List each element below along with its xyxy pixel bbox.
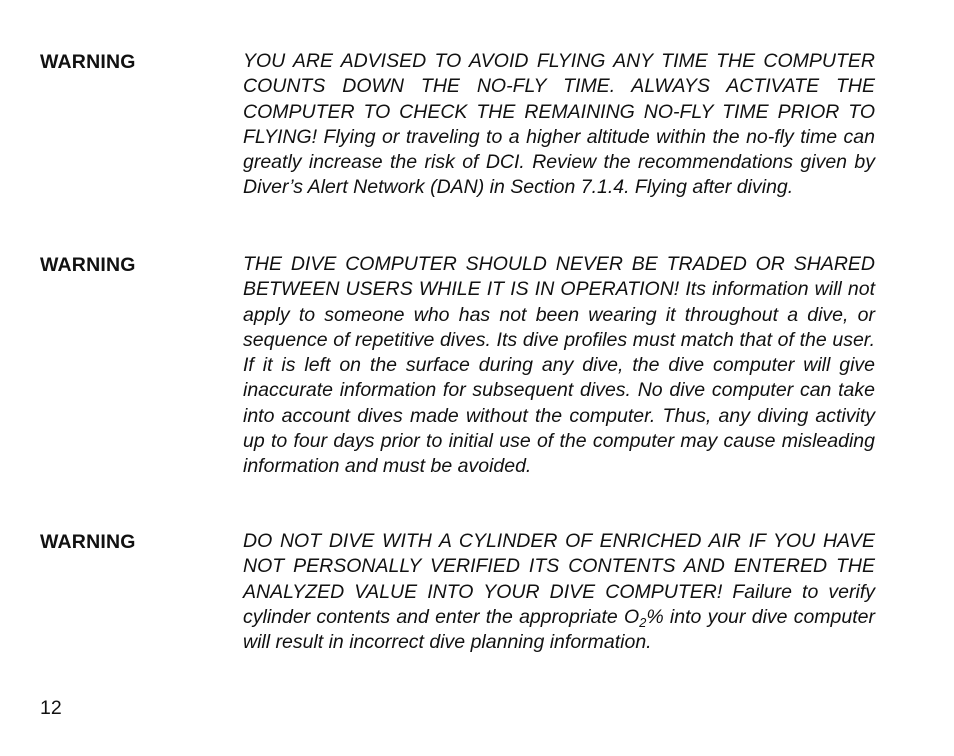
warning-label: WARNING [40,531,136,553]
warning-label: WARNING [40,254,136,276]
oxygen-subscript: 2 [639,614,647,630]
warning-text-part: % into your dive computer will result in incorrect dive planning information. [243,605,875,654]
warning-text: THE DIVE COMPUTER SHOULD NEVER BE TRADED OR SHARED BETWEEN USERS WHILE IT IS IN OPERATION! Its information will not apply to someone who has not been wearing it throughout a dive, or sequence of repetitive dives. Its dive profiles must match that of the user. If it is left on the surface during any dive, the dive computer will give inaccurate information for subsequent dives. No dive computer can take into account dives made without the computer. Thus, any diving activity up to four days prior to initial use of the computer may cause misleading information and must be avoided. [243,253,875,478]
warning-text [243,529,875,655]
warning-text-part: DO NOT DIVE WITH A CYLINDER OF ENRICHED AIR IF YOU HAVE NOT PERSONALLY VERIFIED ITS CONTENTS AND ENTERED THE ANALYZED VALUE INTO YOUR DIVE COMPUTER! Failure to verify cylinder contents and enter the appropriate O [243,530,875,628]
warning-text: YOU ARE ADVISED TO AVOID FLYING ANY TIME THE COMPUTER COUNTS DOWN THE NO-FLY TIME. ALWAYS ACTIVATE THE COMPUTER TO CHECK THE REMAINING NO-FLY TIME PRIOR TO FLYING! Flying or traveling to a higher altitude within the no-fly time can greatly increase the risk of DCI. Review the recommendations given by Diver’s Alert Network (DAN) in Section 7.1.4. Flying after diving. [243,50,875,199]
warning-label: WARNING [40,51,136,73]
page-number: 12 [40,697,62,719]
